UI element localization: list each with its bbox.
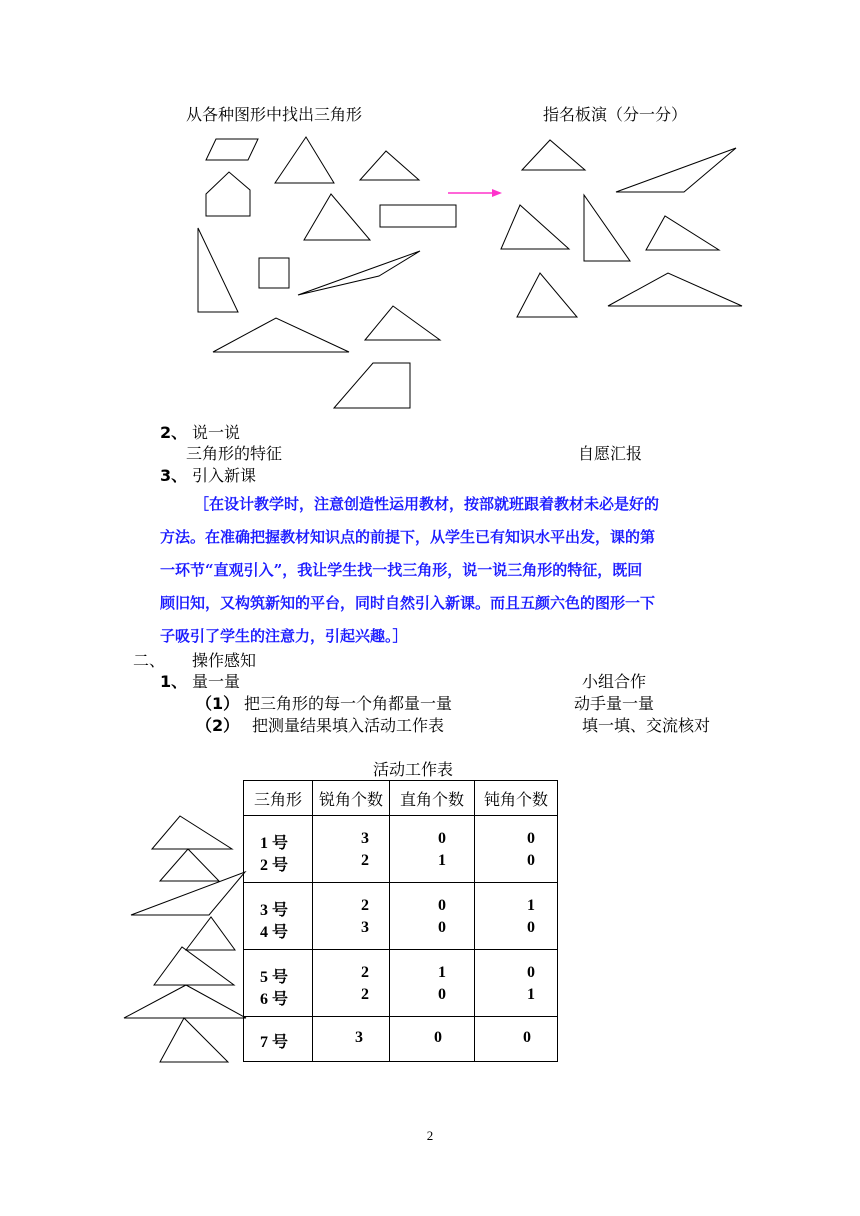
header-right: 直角个数 <box>390 781 475 816</box>
group-work: 小组合作 <box>582 672 647 691</box>
triangle-shape <box>198 228 238 312</box>
comment-line: 方法。在准确把握教材知识点的前提下，从学生已有知识水平出发，课的第 <box>160 528 656 546</box>
header-obtuse: 钝角个数 <box>475 781 558 816</box>
row-name: 3 号 <box>260 902 289 919</box>
triangle-shape <box>608 273 742 306</box>
triangle-shape <box>213 318 349 352</box>
table-row <box>244 883 558 950</box>
parallelogram-shape <box>206 139 258 160</box>
triangle-shape <box>275 137 334 183</box>
step1-text: 把三角形的每一个角都量一量 <box>244 694 453 713</box>
triangle-features: 三角形的特征 <box>186 444 283 463</box>
obtuse-count: 0 <box>527 919 535 936</box>
row-name: 2 号 <box>260 857 289 874</box>
triangle-shape <box>616 148 736 192</box>
table-row <box>244 950 558 1017</box>
step2-number: （2） <box>196 716 240 735</box>
right-count: 1 <box>438 852 446 869</box>
header-acute: 锐角个数 <box>313 781 390 816</box>
find-triangles-title: 从各种图形中找出三角形 <box>186 105 363 124</box>
comment-line: 顾旧知，又构筑新知的平台，同时自然引入新课。而且五颜六色的图形一下 <box>160 594 656 612</box>
triangle-shape <box>298 251 420 295</box>
section2-label: 操作感知 <box>192 651 257 670</box>
acute-count: 3 <box>355 1029 363 1046</box>
talk-number: 2、 <box>160 423 188 442</box>
triangle-shape <box>501 205 569 249</box>
teaching-comment <box>160 488 736 653</box>
obtuse-count: 0 <box>527 852 535 869</box>
triangle-shape-4 <box>186 917 235 950</box>
comment-line: 子吸引了学生的注意力，引起兴趣。］ <box>160 627 408 645</box>
triangle-shape-2 <box>160 849 219 881</box>
newlesson-label: 引入新课 <box>192 466 257 485</box>
row-name: 1 号 <box>260 835 289 852</box>
right-count: 0 <box>434 1029 442 1046</box>
acute-count: 3 <box>361 830 369 847</box>
acute-count: 2 <box>361 852 369 869</box>
obtuse-count: 1 <box>527 897 535 914</box>
table-row <box>244 1017 558 1062</box>
obtuse-count: 1 <box>527 986 535 1003</box>
triangle-shape <box>646 216 719 250</box>
acute-count: 2 <box>361 964 369 981</box>
talk-label: 说一说 <box>192 423 241 442</box>
right-count: 1 <box>438 964 446 981</box>
row-name: 6 号 <box>260 991 289 1008</box>
right-count: 0 <box>438 897 446 914</box>
step2-text: 把测量结果填入活动工作表 <box>252 716 445 735</box>
acute-count: 3 <box>361 919 369 936</box>
row-name: 5 号 <box>260 969 289 986</box>
row-name: 7 号 <box>260 1034 289 1051</box>
measure-number: 1、 <box>160 672 188 691</box>
step1-number: （1） <box>196 694 240 713</box>
arrow-right-icon <box>448 189 502 197</box>
step1-right: 动手量一量 <box>574 694 655 713</box>
triangle-shape-6 <box>124 985 246 1018</box>
worksheet-table <box>243 780 558 1062</box>
right-count: 0 <box>438 830 446 847</box>
worksheet-title: 活动工作表 <box>373 760 454 779</box>
volunteer-report: 自愿汇报 <box>578 444 643 463</box>
trapezoid-shape <box>334 363 410 408</box>
newlesson-number: 3、 <box>160 466 188 485</box>
square-shape <box>259 258 289 288</box>
triangle-shape-5 <box>154 947 234 985</box>
triangle-shape <box>584 195 630 261</box>
obtuse-count: 0 <box>527 964 535 981</box>
triangle-shape-1 <box>152 816 232 849</box>
right-count: 0 <box>438 919 446 936</box>
step2-right: 填一填、交流核对 <box>582 716 711 735</box>
triangle-shape <box>522 140 585 170</box>
page-number: 2 <box>426 1128 434 1143</box>
section2-number: 二、 <box>133 651 166 670</box>
header-triangle: 三角形 <box>244 781 313 816</box>
comment-line: ［在设计教学时，注意创造性运用教材，按部就班跟着教材未必是好的 <box>194 495 660 513</box>
triangle-shape <box>304 194 370 240</box>
measure-label: 量一量 <box>192 672 241 691</box>
row-name: 4 号 <box>260 924 289 941</box>
table-header-row <box>244 781 558 816</box>
obtuse-count: 0 <box>523 1029 531 1046</box>
right-count: 0 <box>438 986 446 1003</box>
table-row <box>244 816 558 883</box>
acute-count: 2 <box>361 986 369 1003</box>
triangle-shape-3 <box>131 872 245 915</box>
triangle-shape <box>517 273 577 317</box>
triangle-shape-7 <box>160 1018 228 1062</box>
triangle-shape <box>365 306 440 340</box>
triangle-shape <box>360 151 419 180</box>
rectangle-shape <box>380 205 456 227</box>
pentagon-shape <box>206 172 250 216</box>
comment-line: 一环节“直观引入”，我让学生找一找三角形，说一说三角形的特征，既回 <box>160 561 643 579</box>
acute-count: 2 <box>361 897 369 914</box>
obtuse-count: 0 <box>527 830 535 847</box>
board-demo-title: 指名板演（分一分） <box>543 105 688 124</box>
